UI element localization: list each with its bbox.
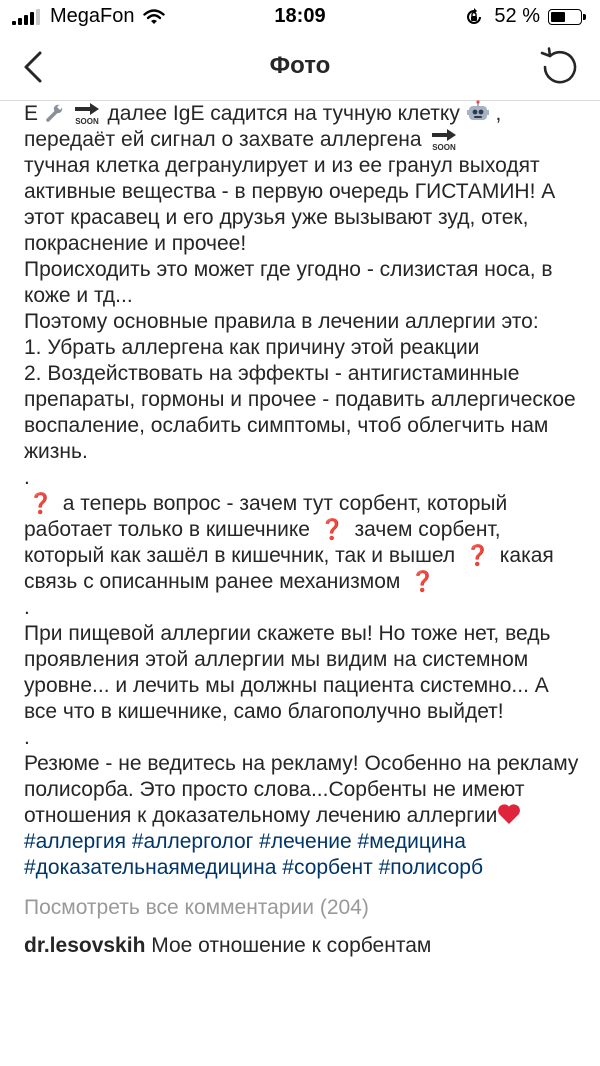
hashtag-link[interactable]: #аллерголог — [131, 830, 254, 853]
caption-separator: . — [24, 466, 30, 489]
soon-arrow-icon — [429, 127, 459, 151]
caption-text: далее IgE садится на тучную клетку — [107, 102, 460, 125]
caption-separator: . — [24, 726, 30, 749]
battery-percent: 52 % — [494, 5, 540, 27]
caption-text: передаёт ей сигнал о захвате аллергена — [24, 128, 422, 151]
question-mark-icon: ❓ — [465, 545, 490, 567]
battery-tip — [583, 14, 586, 20]
question-mark-icon: ❓ — [410, 571, 436, 593]
caption-paragraph-5: При пищевой аллергии скажете вы! Но тоже нет, ведь проявления этой аллергии мы видим на системном уровне... и лечить мы должны пациента системно... А все что в кишечнике, само благополучно выйдет! — [24, 622, 551, 723]
view-all-comments-link[interactable]: Посмотреть все комментарии (204) — [24, 896, 369, 919]
robot-icon — [466, 100, 490, 124]
battery-level-fill — [551, 12, 565, 22]
nav-bar — [0, 34, 600, 101]
hashtag-link[interactable]: #доказательнаямедицина — [24, 856, 277, 879]
hashtag-list — [24, 829, 586, 881]
refresh-icon — [539, 47, 579, 87]
caption-paragraph-6 — [24, 751, 586, 829]
hashtag-link[interactable]: #полисорб — [378, 856, 483, 879]
question-mark-icon: ❓ — [319, 519, 345, 541]
caption-paragraph-2: Происходить это может где угодно - слизистая носа, в коже и тд... — [24, 258, 553, 307]
caption-paragraph-3: Поэтому основные правила в лечении аллергии это: — [24, 310, 539, 333]
post-caption — [24, 100, 586, 959]
refresh-button[interactable] — [538, 46, 580, 88]
hashtag-link[interactable]: #медицина — [357, 830, 466, 853]
hashtag-link[interactable]: #лечение — [259, 830, 352, 853]
status-right — [464, 5, 586, 28]
comment-text: Мое отношение к сорбентам — [151, 934, 432, 957]
comment-username[interactable]: dr.lesovskih — [24, 934, 146, 957]
caption-text: а теперь вопрос - зачем тут сорбент, который работает только в кишечнике — [24, 492, 508, 541]
soon-label: SOON — [432, 143, 457, 151]
question-mark-icon: ❓ — [28, 493, 53, 515]
comment-item — [24, 933, 586, 959]
caption-separator: . — [24, 596, 30, 619]
wrench-icon — [44, 103, 64, 123]
caption-text: зачем сорбент, который как зашёл в кишечник, так и вышел — [24, 518, 501, 567]
page-title: Фото — [269, 52, 331, 79]
status-bar — [0, 0, 600, 34]
carrier-name: MegaFon — [50, 5, 135, 27]
caption-question-paragraph — [24, 491, 586, 595]
soon-arrow-icon — [72, 101, 102, 125]
hashtag-link[interactable]: #аллергия — [24, 830, 126, 853]
caption-text: какая связь с описанным ранее механизмом — [24, 544, 554, 593]
caption-text: тучная клетка дегранулирует и из ее гранул выходят активные вещества - в первую очередь ГИСТАМИН! А этот красавец и его друзья уже вызывают зуд, отек, покраснение и прочее! — [24, 154, 556, 255]
caption-paragraph-1 — [24, 100, 586, 257]
caption-text: Резюме - не ведитесь на рекламу! Особенно на рекламу полисорба. Это просто слова...Сорбенты не имеют отношения к доказательному лечению аллергии — [24, 752, 579, 827]
caption-text: E — [24, 102, 39, 125]
caption-rule-2: 2. Воздействовать на эффекты - антигистаминные препараты, гормоны и прочее - подавить аллергическое воспаление, ослабить симптомы, чтоб облегчить нам жизнь. — [24, 362, 576, 463]
orientation-lock-icon — [464, 7, 484, 27]
caption-rule-1: 1. Убрать аллергена как причину этой реакции — [24, 336, 480, 359]
hashtag-link[interactable]: #сорбент — [282, 856, 373, 879]
battery-icon — [548, 9, 582, 25]
status-time: 18:09 — [274, 5, 326, 27]
caption-comma: , — [489, 102, 502, 125]
soon-label: SOON — [74, 117, 99, 125]
heart-icon — [497, 803, 521, 825]
